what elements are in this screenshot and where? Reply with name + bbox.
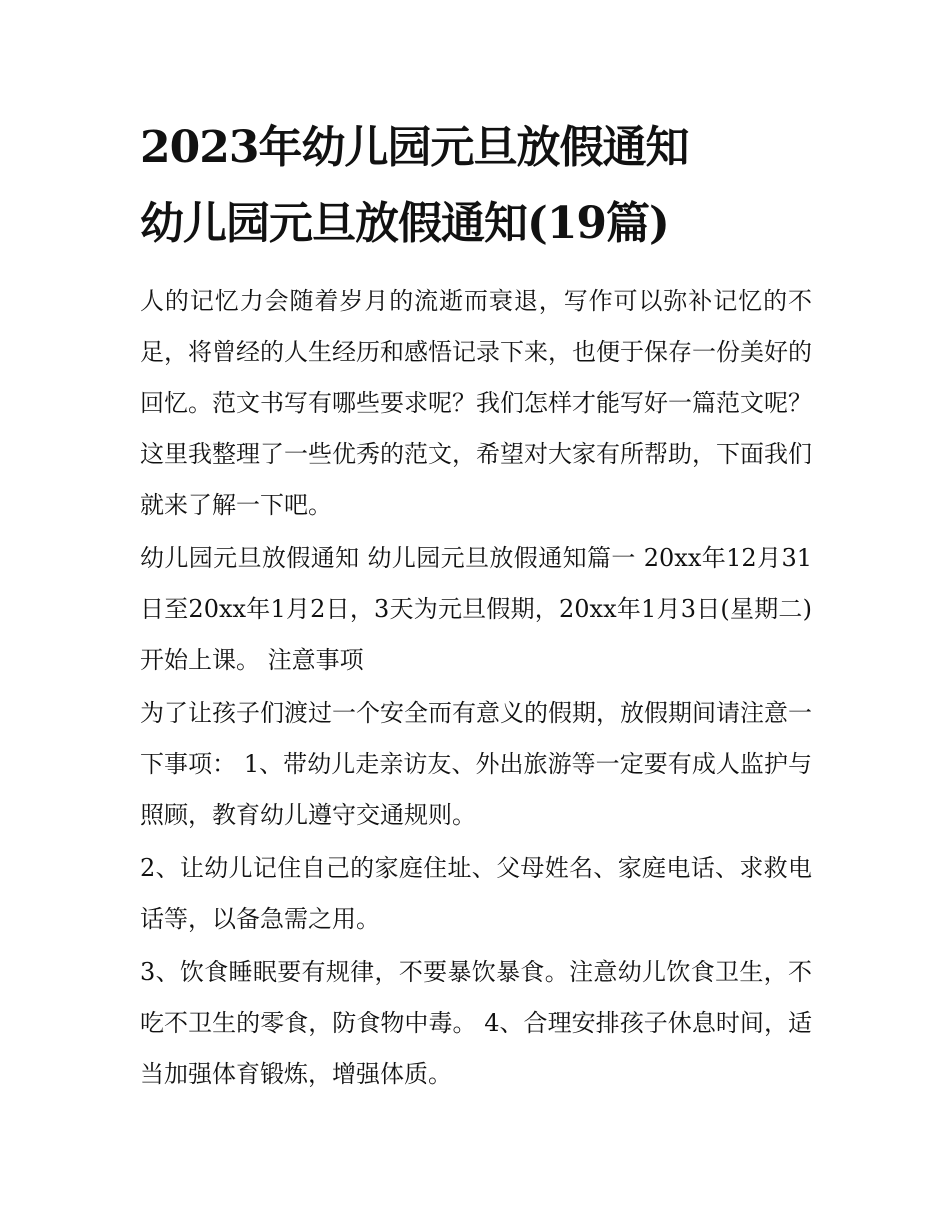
paragraph-intro: 人的记忆力会随着岁月的流逝而衰退，写作可以弥补记忆的不足，将曾经的人生经历和感悟记录下来，也便于保存一份美好的回忆。范文书写有哪些要求呢？我们怎样才能写好一篇范文呢？这里我整理了一些优秀的范文，希望对大家有所帮助，下面我们就来了解一下吧。 <box>140 287 812 519</box>
document-subtitle: 幼儿园元旦放假通知(19篇) <box>140 198 669 249</box>
document-title: 2023年幼儿园元旦放假通知 <box>140 122 689 173</box>
paragraph-holiday-dates: 幼儿园元旦放假通知 幼儿园元旦放假通知篇一 20xx年12月31日至20xx年1月2日，3天为元旦假期，20xx年1月3日(星期二)开始上课。 注意事项 <box>140 544 812 674</box>
paragraph-item-3-4: 3、饮食睡眠要有规律，不要暴饮暴食。注意幼儿饮食卫生，不吃不卫生的零食，防食物中毒。 4、合理安排孩子休息时间，适当加强体育锻炼，增强体质。 <box>140 958 812 1088</box>
paragraph-safety-notes: 为了让孩子们渡过一个安全而有意义的假期，放假期间请注意一下事项： 1、带幼儿走亲访友、外出旅游等一定要有成人监护与照顾，教育幼儿遵守交通规则。 <box>140 699 812 829</box>
document-page <box>140 120 812 1100</box>
paragraph-item-2: 2、让幼儿记住自己的家庭住址、父母姓名、家庭电话、求救电话等，以备急需之用。 <box>140 854 812 933</box>
